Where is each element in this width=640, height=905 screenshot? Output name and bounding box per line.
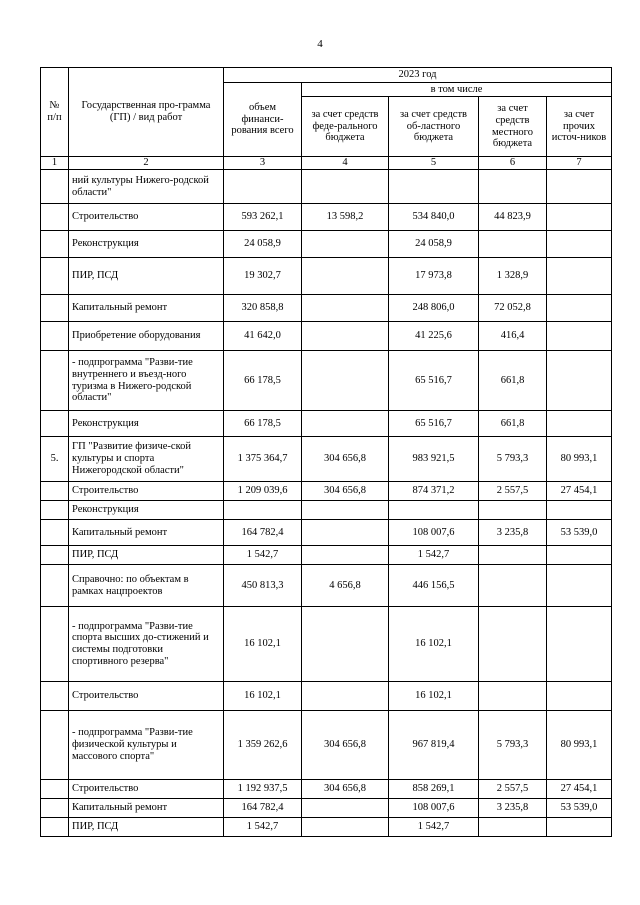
cell-total: 320 858,8 [224,295,302,322]
row-number [41,231,69,258]
cell-total: 1 375 364,7 [224,437,302,482]
table-row [41,682,612,711]
cell-other: 80 993,1 [547,437,612,482]
row-number [41,780,69,799]
cell-local: 661,8 [479,351,547,411]
cell-regional: 446 156,5 [389,565,479,607]
row-number [41,295,69,322]
row-name: - подпрограмма "Разви-тие внутреннего и въезд-ного туризма в Нижего-родской области" [69,351,224,411]
cell-local [479,170,547,204]
cell-other [547,682,612,711]
cell-total: 24 058,9 [224,231,302,258]
row-number: 5. [41,437,69,482]
cell-regional: 967 819,4 [389,711,479,780]
cell-total [224,501,302,520]
row-name: Реконструкция [69,231,224,258]
cell-federal: 304 656,8 [302,482,389,501]
table-row [41,482,612,501]
cell-federal: 304 656,8 [302,711,389,780]
row-number [41,799,69,818]
page-number: 4 [317,38,323,50]
cell-federal: 4 656,8 [302,565,389,607]
cell-other [547,411,612,437]
cell-total: 16 102,1 [224,682,302,711]
cell-federal [302,501,389,520]
table-row [41,818,612,837]
row-name: - подпрограмма "Разви-тие спорта высших до-стижений и системы подготовки спортивного резерва" [69,607,224,682]
cell-local: 72 052,8 [479,295,547,322]
cell-federal [302,258,389,295]
row-name: ГП "Развитие физиче-ской культуры и спорта Нижегородской области" [69,437,224,482]
cell-other [547,607,612,682]
cell-other [547,170,612,204]
cell-regional: 983 921,5 [389,437,479,482]
cell-total [224,170,302,204]
cell-federal [302,170,389,204]
cell-total: 1 359 262,6 [224,711,302,780]
cell-federal [302,682,389,711]
row-number [41,682,69,711]
cell-total: 1 542,7 [224,546,302,565]
cell-total: 1 192 937,5 [224,780,302,799]
cell-local: 3 235,8 [479,520,547,546]
header-local: за счет средств местного бюджета [479,97,547,157]
cell-federal [302,546,389,565]
cell-federal [302,799,389,818]
cell-federal: 304 656,8 [302,437,389,482]
cell-federal [302,411,389,437]
cell-other [547,295,612,322]
table-row [41,437,612,482]
cell-federal: 304 656,8 [302,780,389,799]
table-row [41,170,612,204]
cell-regional: 16 102,1 [389,607,479,682]
cell-local: 2 557,5 [479,482,547,501]
cell-other: 80 993,1 [547,711,612,780]
cell-federal: 13 598,2 [302,204,389,231]
cell-local [479,818,547,837]
header-program: Государственная про-грамма (ГП) / вид работ [69,68,224,157]
table-row [41,231,612,258]
cell-regional: 874 371,2 [389,482,479,501]
cell-local: 5 793,3 [479,437,547,482]
cell-federal [302,351,389,411]
cell-other [547,231,612,258]
header-year: 2023 год [224,68,612,83]
cell-total: 164 782,4 [224,520,302,546]
column-number: 7 [547,157,612,170]
row-name: - подпрограмма "Разви-тие физической культуры и массового спорта" [69,711,224,780]
table-row [41,258,612,295]
cell-other [547,258,612,295]
column-number: 5 [389,157,479,170]
cell-total: 19 302,7 [224,258,302,295]
cell-total: 593 262,1 [224,204,302,231]
row-name: ПИР, ПСД [69,258,224,295]
cell-federal [302,607,389,682]
cell-local [479,501,547,520]
row-name: Строительство [69,682,224,711]
financing-table [40,67,612,837]
table-row [41,322,612,351]
header-other: за счет прочих источ-ников [547,97,612,157]
cell-federal [302,295,389,322]
table-row [41,565,612,607]
cell-local [479,565,547,607]
cell-total: 66 178,5 [224,351,302,411]
cell-total: 164 782,4 [224,799,302,818]
cell-other: 27 454,1 [547,482,612,501]
row-number [41,546,69,565]
header-regional: за счет средств об-ластного бюджета [389,97,479,157]
row-number [41,258,69,295]
cell-regional: 65 516,7 [389,351,479,411]
cell-local: 5 793,3 [479,711,547,780]
table-row [41,204,612,231]
row-name: Строительство [69,204,224,231]
cell-other [547,565,612,607]
row-name: Справочно: по объектам в рамках нацпроектов [69,565,224,607]
cell-federal [302,520,389,546]
row-name: Капитальный ремонт [69,799,224,818]
cell-other [547,351,612,411]
column-number: 1 [41,157,69,170]
cell-federal [302,322,389,351]
cell-regional: 65 516,7 [389,411,479,437]
cell-regional: 17 973,8 [389,258,479,295]
table-row [41,351,612,411]
cell-regional: 24 058,9 [389,231,479,258]
row-name: Капитальный ремонт [69,295,224,322]
table-row [41,501,612,520]
cell-regional: 108 007,6 [389,799,479,818]
cell-total: 16 102,1 [224,607,302,682]
cell-total: 66 178,5 [224,411,302,437]
cell-regional: 41 225,6 [389,322,479,351]
table-row [41,799,612,818]
cell-local: 44 823,9 [479,204,547,231]
header-index: № п/п [41,68,69,157]
row-number [41,818,69,837]
row-name: Капитальный ремонт [69,520,224,546]
cell-other [547,546,612,565]
row-name: Строительство [69,482,224,501]
cell-other [547,501,612,520]
table-row [41,520,612,546]
row-number [41,482,69,501]
row-name: ПИР, ПСД [69,818,224,837]
row-number [41,565,69,607]
cell-local [479,546,547,565]
row-number [41,520,69,546]
cell-total: 1 209 039,6 [224,482,302,501]
cell-other [547,818,612,837]
row-number [41,411,69,437]
column-number: 4 [302,157,389,170]
header-federal: за счет средств феде-рального бюджета [302,97,389,157]
row-name: ПИР, ПСД [69,546,224,565]
row-name: Реконструкция [69,411,224,437]
cell-local [479,682,547,711]
row-number [41,501,69,520]
cell-local [479,607,547,682]
row-name: Реконструкция [69,501,224,520]
column-number: 6 [479,157,547,170]
cell-regional: 248 806,0 [389,295,479,322]
cell-total: 1 542,7 [224,818,302,837]
cell-federal [302,231,389,258]
table-row [41,780,612,799]
table-row [41,607,612,682]
row-number [41,351,69,411]
header-total: объем финанси-рования всего [224,83,302,157]
row-name: Приобретение оборудования [69,322,224,351]
cell-federal [302,818,389,837]
cell-regional: 16 102,1 [389,682,479,711]
row-number [41,322,69,351]
header-including: в том числе [302,83,612,97]
cell-total: 41 642,0 [224,322,302,351]
row-number [41,607,69,682]
cell-other: 27 454,1 [547,780,612,799]
row-number [41,170,69,204]
cell-regional: 858 269,1 [389,780,479,799]
table-row [41,295,612,322]
cell-other [547,322,612,351]
table-row [41,711,612,780]
cell-total: 450 813,3 [224,565,302,607]
column-number: 3 [224,157,302,170]
cell-local [479,231,547,258]
cell-local: 3 235,8 [479,799,547,818]
cell-local: 1 328,9 [479,258,547,295]
cell-regional [389,170,479,204]
cell-other: 53 539,0 [547,799,612,818]
cell-other [547,204,612,231]
cell-regional: 108 007,6 [389,520,479,546]
cell-regional [389,501,479,520]
cell-regional: 1 542,7 [389,546,479,565]
table-row [41,411,612,437]
cell-regional: 1 542,7 [389,818,479,837]
row-number [41,711,69,780]
row-name: Строительство [69,780,224,799]
column-number: 2 [69,157,224,170]
cell-regional: 534 840,0 [389,204,479,231]
row-number [41,204,69,231]
column-numbers-row [41,157,612,170]
cell-local: 416,4 [479,322,547,351]
cell-other: 53 539,0 [547,520,612,546]
cell-local: 2 557,5 [479,780,547,799]
row-name: ний культуры Нижего-родской области" [69,170,224,204]
table-row [41,546,612,565]
cell-local: 661,8 [479,411,547,437]
